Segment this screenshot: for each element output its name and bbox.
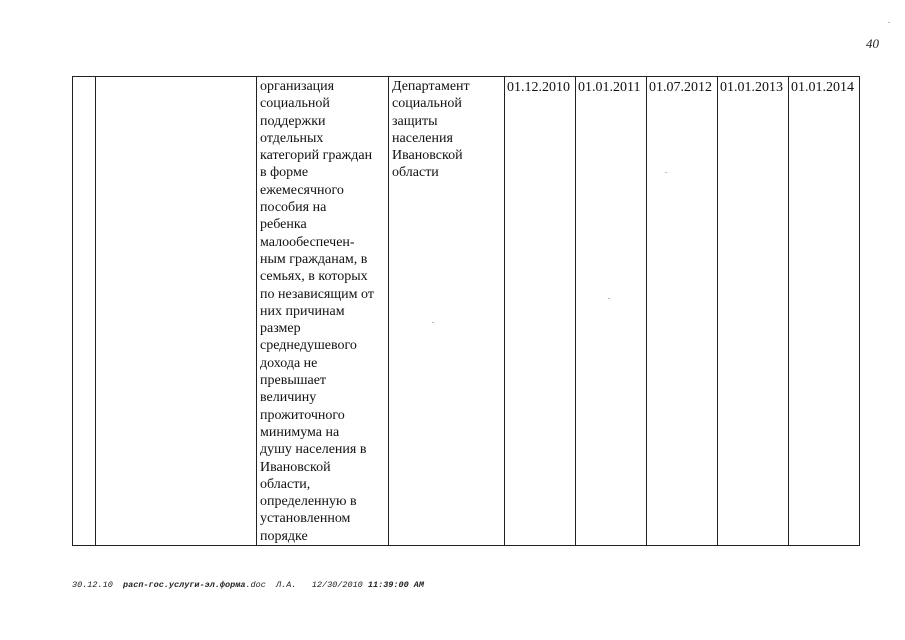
- service-name-line: минимума на: [260, 424, 340, 440]
- service-name-line: прожиточного: [260, 407, 345, 423]
- footer-filename: расп-гос.услуги-эл.форма: [123, 580, 246, 590]
- department-line: Ивановской: [392, 148, 463, 164]
- service-name-line: ежемесячного: [260, 182, 344, 198]
- scan-speck: [665, 172, 667, 173]
- footer-saved-date: 12/30/2010: [311, 580, 363, 590]
- service-name-line: Ивановской: [260, 459, 331, 475]
- service-name-line: семьях, в которых: [260, 269, 368, 285]
- footer-date: 30.12.10: [72, 580, 113, 590]
- service-name-line: ребенка: [260, 217, 307, 233]
- page-number: 40: [866, 36, 879, 51]
- service-name-cell: [257, 77, 389, 546]
- service-name-line: душу населения в: [260, 442, 367, 458]
- table-row: [73, 77, 860, 546]
- service-name-line: установленном: [260, 511, 351, 527]
- scan-speck: [432, 322, 434, 323]
- service-name-line: в форме: [260, 165, 309, 181]
- service-name-line: категорий граждан: [260, 148, 373, 164]
- department-line: социальной: [392, 96, 462, 112]
- footer-author: Л.А.: [276, 580, 297, 590]
- service-name-line: величину: [260, 390, 317, 406]
- document-footer: [72, 580, 424, 590]
- service-name-line: поддержки: [260, 113, 326, 129]
- service-name-line: по независящим от: [260, 286, 374, 302]
- department-line: области: [392, 165, 439, 181]
- footer-saved-time: 11:39:00 AM: [367, 580, 424, 590]
- scan-speck: [608, 298, 610, 299]
- service-name-line: отдельных: [260, 130, 324, 146]
- service-name-line: порядке: [260, 528, 308, 544]
- service-name-line: размер: [260, 321, 301, 337]
- service-name-line: организация: [260, 79, 335, 94]
- services-table: [72, 76, 860, 546]
- service-name-line: дохода не: [260, 355, 318, 371]
- service-name-line: ным гражданам, в: [260, 251, 368, 267]
- date-cell-4: 01.01.2013: [718, 77, 789, 546]
- service-name-line: них причинам: [260, 303, 345, 319]
- date-cell-2: 01.01.2011: [576, 77, 647, 546]
- service-name-line: среднедушевого: [260, 338, 357, 354]
- service-name-line: малообеспечен-: [260, 234, 355, 250]
- empty-cell: [96, 77, 257, 546]
- date-cell-3: 01.07.2012: [647, 77, 718, 546]
- department-line: Департамент: [392, 79, 470, 94]
- footer-extension: .doc: [245, 580, 266, 590]
- row-number-cell: [73, 77, 96, 546]
- department-line: населения: [392, 130, 453, 146]
- service-name-line: области,: [260, 476, 311, 492]
- service-name-line: пособия на: [260, 200, 327, 216]
- service-name-text: [259, 77, 386, 545]
- date-cell-1: 01.12.2010: [505, 77, 576, 546]
- department-text: [391, 77, 492, 182]
- service-name-line: социальной: [260, 96, 330, 112]
- service-name-line: превышает: [260, 373, 327, 389]
- service-name-line: определенную в: [260, 494, 357, 510]
- scan-speck: [888, 22, 890, 23]
- department-line: защиты: [392, 113, 438, 129]
- date-cell-5: 01.01.2014: [789, 77, 860, 546]
- department-cell: [389, 77, 505, 546]
